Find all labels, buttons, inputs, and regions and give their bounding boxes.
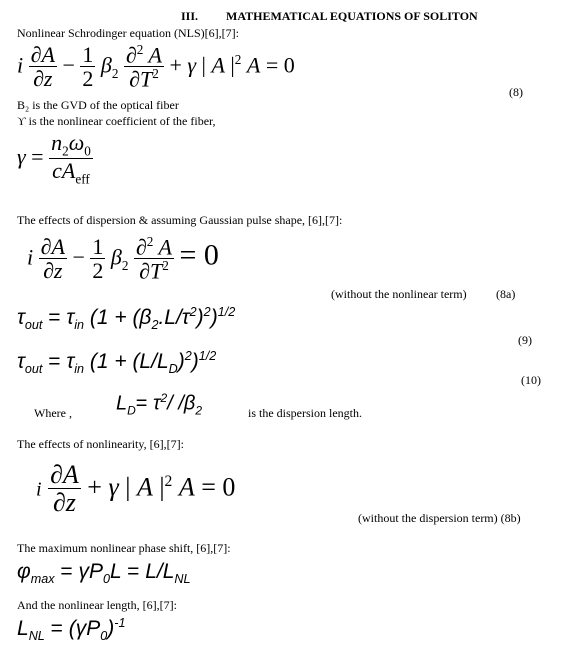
equation-8a-number: (8a) [496,287,516,301]
intro-nl-length-text: And the nonlinear length, [6],[7]: [17,598,177,612]
gamma-equation: γ = $\frac{n_2\omega_0}{cA_{eff}}$ [17,130,91,187]
section-title: MATHEMATICAL EQUATIONS OF SOLITON [226,9,478,23]
ld-equation: $L_D= \tau^2/$ $/\beta_2$ [116,391,203,418]
where-label: Where , [34,406,72,420]
nl-length-equation: $L_{NL} = (\gamma P_0)^{-1}$ [17,616,126,644]
equation-8-number: (8) [509,85,523,99]
section-number: III. [181,9,199,23]
equation-8: i $\frac{\partial A}{\partial z}$ − $\frac{1}{2}$ $\beta_2$ $\frac{\partial^2 A}{\partial T^2}$ + γ | A $|^2$ A = 0 [17,42,295,92]
section-heading [181,9,478,24]
intro-nls-text: Nonlinear Schrodinger equation (NLS)[6],[7]: [17,26,239,40]
equation-9: $\tau_{out} = \tau_{in}$ $(1 + (\beta_2.L/\tau^2)^2)^{1/2}$ [17,305,236,333]
gamma-note: ϒ is the nonlinear coefficient of the fiber, [17,114,216,128]
ld-note: is the dispersion length. [248,406,362,420]
intro-phase-text: The maximum nonlinear phase shift, [6],[7]: [17,541,231,555]
equation-8a-note: (without the nonlinear term) [331,287,467,301]
intro-dispersion-text: The effects of dispersion & assuming Gaussian pulse shape, [6],[7]: [17,213,343,227]
equation-8b: i $\frac{\partial A}{\partial z}$ + γ | A $|^2$ A = 0 [36,460,236,518]
b2-note: B₂ is the GVD of the optical fiber [17,98,179,112]
equation-8b-note: (without the dispersion term) (8b) [358,511,521,525]
equation-9-number: (9) [518,333,532,347]
intro-nonlinearity-text: The effects of nonlinearity, [6],[7]: [17,437,184,451]
phase-shift-equation: $\varphi_{max} = \gamma P_0L = L/L_{NL}$ [17,560,191,587]
equation-10-number: (10) [521,373,541,387]
equation-8a: i $\frac{\partial A}{\partial z}$ − $\frac{1}{2}$ $\beta_2$ $\frac{\partial^2 A}{\partial T^2}$ = 0 [27,234,219,284]
equation-10: $\tau_{out} = \tau_{in}$ $(1 + (L/L_D)^2)^{1/2}$ [17,349,217,377]
